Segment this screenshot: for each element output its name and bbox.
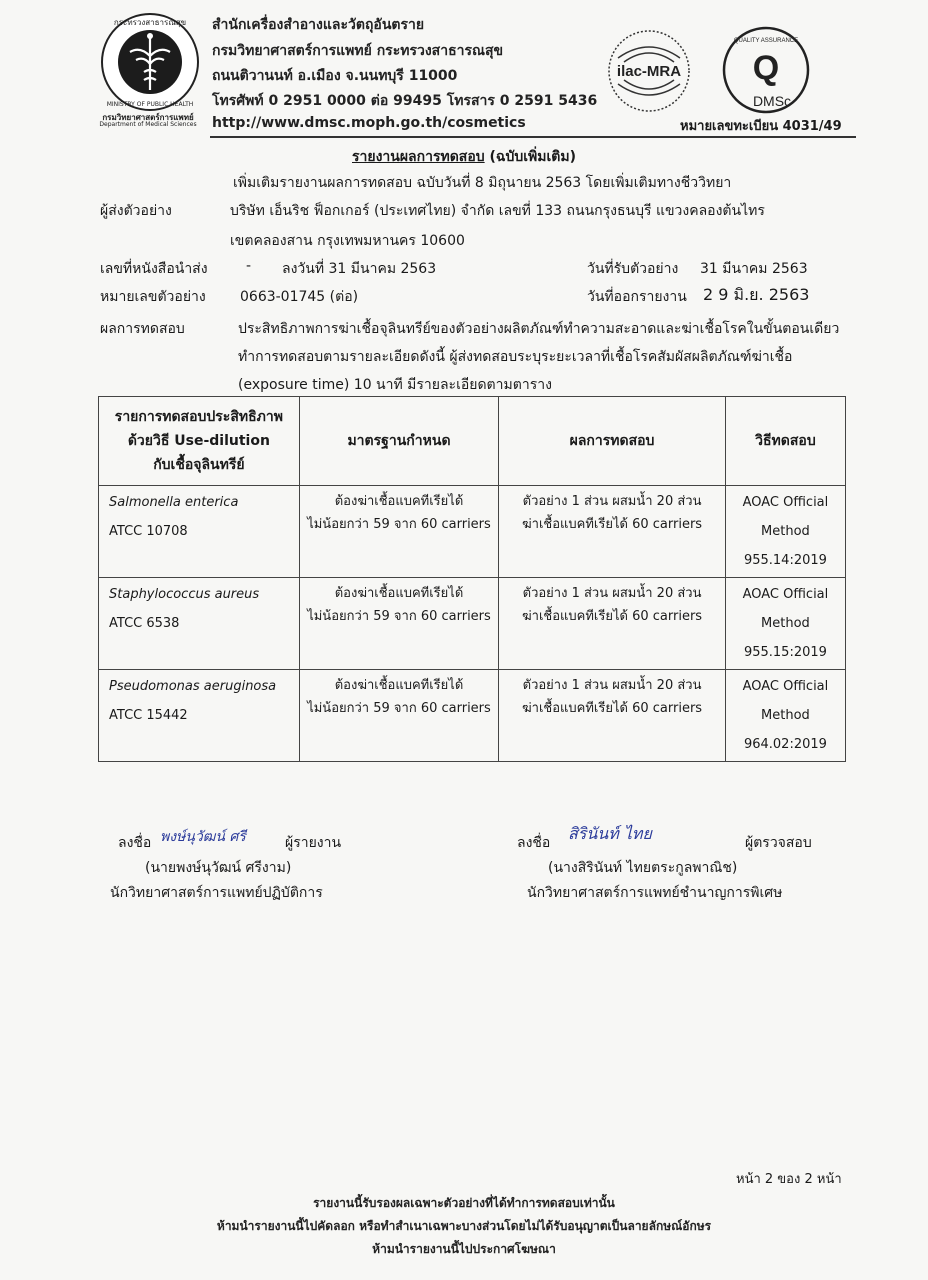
footer-note-3: ห้ามนำรายงานนี้ไปประกาศโฆษณา xyxy=(372,1242,556,1256)
organism-cell: Staphylococcus aureus ATCC 6538 xyxy=(99,578,300,670)
sample-no-label: หมายเลขตัวอย่าง xyxy=(100,289,206,305)
reviewer-role: ผู้ตรวจสอบ xyxy=(745,835,812,851)
reporter-role: ผู้รายงาน xyxy=(285,835,342,851)
logo-caption-english: Department of Medical Sciences xyxy=(99,121,197,128)
header-office: สำนักเครื่องสำอางและวัตถุอันตราย xyxy=(212,17,425,33)
page-number: หน้า 2 ของ 2 หน้า xyxy=(736,1172,842,1187)
result-cell: ตัวอย่าง 1 ส่วน ผสมน้ำ 20 ส่วน ฆ่าเชื้อแบคทีเรียได้ 60 carriers xyxy=(499,578,726,670)
header-standard: มาตรฐานกำหนด xyxy=(299,397,498,486)
sample-no-value: 0663-01745 (ต่อ) xyxy=(240,289,359,305)
results-table xyxy=(98,396,846,762)
method-cell: AOAC Official Method 955.14:2019 xyxy=(725,486,845,578)
method-cell: AOAC Official Method 964.02:2019 xyxy=(725,670,845,762)
dmsc-quality-assurance-logo-icon xyxy=(720,24,812,116)
header-address: ถนนติวานนท์ อ.เมือง จ.นนทบุรี 11000 xyxy=(212,68,458,84)
letter-no-value: - xyxy=(246,258,252,274)
header-divider xyxy=(210,136,856,138)
sender-label: ผู้ส่งตัวอย่าง xyxy=(100,203,172,219)
letter-date: ลงวันที่ 31 มีนาคม 2563 xyxy=(282,261,437,277)
logo-caption-thai: กรมวิทยาศาสตร์การแพทย์ xyxy=(102,113,194,122)
report-title-suffix: (ฉบับเพิ่มเติม) xyxy=(489,149,576,165)
standard-cell: ต้องฆ่าเชื้อแบคทีเรียได้ ไม่น้อยกว่า 59 จาก 60 carriers xyxy=(299,578,498,670)
standard-cell: ต้องฆ่าเชื้อแบคทีเรียได้ ไม่น้อยกว่า 59 จาก 60 carriers xyxy=(299,486,498,578)
sender-line-1: บริษัท เอ็นริช ฟ็อกเกอร์ (ประเทศไทย) จำกัด เลขที่ 133 ถนนกรุงธนบุรี แขวงคลองต้นไทร xyxy=(230,203,765,219)
sender-line-2: เขตคลองสาน กรุงเทพมหานคร 10600 xyxy=(230,233,465,249)
result-line-1: ประสิทธิภาพการฆ่าเชื้อจุลินทรีย์ของตัวอย่างผลิตภัณฑ์ทำความสะอาดและฆ่าเชื้อโรคในขั้นตอนเดียว xyxy=(238,321,840,337)
reporter-sign-label: ลงชื่อ xyxy=(118,835,152,851)
report-subtitle: เพิ่มเติมรายงานผลการทดสอบ ฉบับวันที่ 8 มิถุนายน 2563 โดยเพิ่มเติมทางชีววิทยา xyxy=(233,175,732,191)
result-label: ผลการทดสอบ xyxy=(100,321,185,337)
registration-number: หมายเลขทะเบียน 4031/49 xyxy=(680,119,842,134)
header-result: ผลการทดสอบ xyxy=(499,397,726,486)
table-row xyxy=(99,670,846,762)
ministry-seal-icon xyxy=(100,12,200,112)
result-cell: ตัวอย่าง 1 ส่วน ผสมน้ำ 20 ส่วน ฆ่าเชื้อแบคทีเรียได้ 60 carriers xyxy=(499,486,726,578)
header-method: วิธีทดสอบ xyxy=(725,397,845,486)
header-website-link[interactable]: http://www.dmsc.moph.go.th/cosmetics xyxy=(212,115,526,131)
reporter-name: (นายพงษ์นุวัฒน์ ศรีงาม) xyxy=(145,860,292,876)
ilac-label: ilac-MRA xyxy=(616,63,682,80)
issued-date: 2 9 มิ.ย. 2563 xyxy=(703,285,810,304)
dmsc-ring-text: QUALITY ASSURANCE xyxy=(733,38,799,44)
ilac-mra-logo-icon xyxy=(606,28,692,114)
report-title-main: รายงานผลการทดสอบ xyxy=(352,149,485,165)
letter-no-label: เลขที่หนังสือนำส่ง xyxy=(100,261,208,277)
svg-text:กระทรวงสาธารณสุข: กระทรวงสาธารณสุข xyxy=(113,18,187,27)
reviewer-sign-label: ลงชื่อ xyxy=(517,835,551,851)
dmsc-label: DMSc xyxy=(752,93,792,109)
table-row xyxy=(99,486,846,578)
reviewer-signature: สิรินันท์ ไทย xyxy=(568,824,652,843)
table-row xyxy=(99,578,846,670)
header-department: กรมวิทยาศาสตร์การแพทย์ กระทรวงสาธารณสุข xyxy=(212,43,504,59)
issued-label: วันที่ออกรายงาน xyxy=(587,289,687,305)
result-line-3: (exposure time) 10 นาที มีรายละเอียดตามตาราง xyxy=(238,377,552,393)
organism-cell: Pseudomonas aeruginosa ATCC 15442 xyxy=(99,670,300,762)
standard-cell: ต้องฆ่าเชื้อแบคทีเรียได้ ไม่น้อยกว่า 59 จาก 60 carriers xyxy=(299,670,498,762)
header-phone: โทรศัพท์ 0 2951 0000 ต่อ 99495 โทรสาร 0 2591 5436 xyxy=(212,93,598,109)
dmsc-q-glyph: Q xyxy=(752,49,780,87)
reviewer-position: นักวิทยาศาสตร์การแพทย์ชำนาญการพิเศษ xyxy=(527,885,783,901)
header-test-item: รายการทดสอบประสิทธิภาพ ด้วยวิธี Use-dilution กับเชื้อจุลินทรีย์ xyxy=(99,397,300,486)
report-title xyxy=(0,146,928,168)
reporter-position: นักวิทยาศาสตร์การแพทย์ปฏิบัติการ xyxy=(110,885,323,901)
organism-cell: Salmonella enterica ATCC 10708 xyxy=(99,486,300,578)
footer-note-2: ห้ามนำรายงานนี้ไปคัดลอก หรือทำสำเนาเฉพาะบางส่วนโดยไม่ได้รับอนุญาตเป็นลายลักษณ์อักษร xyxy=(216,1219,712,1233)
result-cell: ตัวอย่าง 1 ส่วน ผสมน้ำ 20 ส่วน ฆ่าเชื้อแบคทีเรียได้ 60 carriers xyxy=(499,670,726,762)
received-label: วันที่รับตัวอย่าง xyxy=(587,261,679,277)
svg-text:MINISTRY OF PUBLIC HEALTH: MINISTRY OF PUBLIC HEALTH xyxy=(106,101,194,108)
method-cell: AOAC Official Method 955.15:2019 xyxy=(725,578,845,670)
reviewer-name: (นางสิรินันท์ ไทยตระกูลพาณิช) xyxy=(548,860,738,876)
reporter-signature: พงษ์นุวัฒน์ ศรี xyxy=(160,829,246,845)
received-date: 31 มีนาคม 2563 xyxy=(700,261,808,277)
result-line-2: ทำการทดสอบตามรายละเอียดดังนี้ ผู้ส่งทดสอบระบุระยะเวลาที่เชื้อโรคสัมผัสผลิตภัณฑ์ฆ่าเชื้อ xyxy=(238,349,793,365)
footer-note-1: รายงานนี้รับรองผลเฉพาะตัวอย่างที่ได้ทำการทดสอบเท่านั้น xyxy=(313,1196,615,1210)
table-header-row xyxy=(99,397,846,486)
